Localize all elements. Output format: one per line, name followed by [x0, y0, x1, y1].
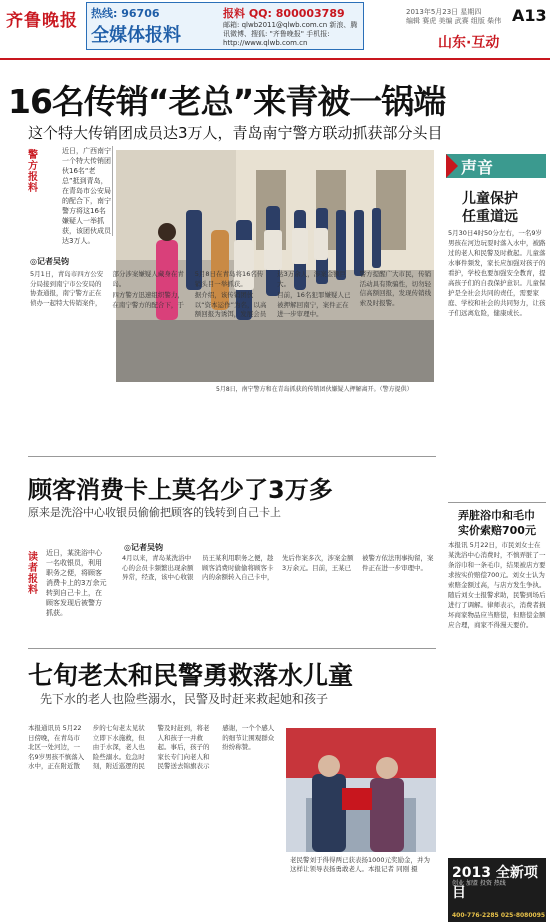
ad-phone: 400-776-2285 025-8080095 [452, 912, 546, 919]
story2-pull-quote: 近日，某洗浴中心一名收银员，利用职务之便，将顾客消费卡上的3万余元转到自己卡上，在顾客发现后被警方抓获。 [46, 549, 107, 617]
slogan: 全媒体报料 [91, 25, 181, 46]
editors: 编辑 赛虎 美编 武赛 组版 柴伟 [406, 17, 502, 25]
paper-name: 齐鲁晚报 [6, 11, 78, 31]
ad-banner [86, 2, 364, 50]
story1-body [30, 270, 434, 442]
section-title: 山东·互动 [438, 35, 500, 51]
sidebar2-headline: 弄脏浴巾和毛巾 实价索赔700元 [458, 509, 536, 537]
story2-tag: 读者报料 [28, 552, 38, 596]
story2-headline: 顾客消费卡上莫名少了3万多 [28, 476, 333, 504]
contact-info: 邮箱: qlwb2011@qlwb.com.cn 新浪、腾讯微博、搜狐: "齐鲁晚报" 手机报: http://www.qlwb.com.cn [223, 21, 358, 47]
story3-photo [286, 728, 436, 852]
story2-body: 4月以来，青岛某洗浴中心的会员卡频繁出现余额异常，经查，该中心收银员王某利用职务之便，趁顾客消费时偷偷将顾客卡内的余额转入自己卡中，先后作案多次，涉案金额3万余元。目前，王某已被警方依法刑事拘留，案件正在进一步审理中。 [122, 554, 434, 581]
divider [448, 502, 546, 503]
story3-headline: 七旬老太和民警勇救落水儿童 [28, 661, 354, 690]
qq-number: 报料 QQ: 800003789 [223, 7, 345, 20]
story1-paragraph: 据介绍，该传销团伙以“资本运作”为名，以高额回报为诱饵，发展会员达3万余人，涉案金额巨大。 [194, 270, 347, 318]
hotline: 热线: 96706 [91, 7, 160, 20]
story1-byline: ◎记者吴钧 [30, 257, 69, 266]
page-number: A13 [512, 6, 547, 25]
divider [28, 456, 436, 457]
story1-subhead: 这个特大传销团成员达3万人，青岛南宁警方联动抓获部分头目 [28, 124, 443, 142]
ad-headline: 2013 全新项目 [452, 865, 538, 901]
date: 2013年5月23日 星期四 [406, 8, 482, 16]
sidebar2-body: 本报讯 5月22日，市民刘女士在某洗浴中心消费时，不慎弄脏了一条浴巾和一条毛巾，结果被店方要求按实价赔偿700元。刘女士认为索赔金额过高，与店方发生争执。随后刘女士报警求助，民警到场后进行了调解。律师表示，消费者损坏商家物品应当赔偿，但赔偿金额应合理，商家不得漫天要价。 [448, 541, 546, 629]
story2-byline: ◎记者吴钧 [124, 543, 163, 552]
story3-body: 本报通讯员 5月22日傍晚，在青岛市北区一处河边，一名9岁男孩不慎落入水中，正在附近散步的七旬老太见状立即下水施救，但由于水深，老人也险些溺水。危急时刻，附近巡逻的民警及时赶到，将老人和孩子一并救起。事后，孩子的家长专门向老人和民警送去锦旗表示感谢，一个个感人的细节让围观群众纷纷称赞。 [28, 724, 275, 770]
story1-paragraph: 警方提醒广大市民，传销活动具有欺骗性，切勿轻信高额回报，发现传销线索及时报警。 [359, 270, 432, 307]
story1-headline: 16名传销“老总”来青被一锅端 [8, 82, 446, 121]
story1-tag: 警方报料 [28, 150, 38, 194]
story2-subhead: 原来是洗浴中心收银员偷偷把顾客的钱转到自己卡上 [28, 506, 281, 519]
story3-subhead: 先下水的老人也险些溺水，民警及时赶来救起她和孩子 [40, 692, 329, 706]
story1-paragraph: 目前，16名犯罪嫌疑人已被押解回南宁，案件正在进一步审理中。 [277, 291, 351, 318]
date-line [406, 8, 501, 26]
story3-caption: 老民警刘于得得两已获表扬1000元奖励金，并为这样让领导表扬勇敢老人。本报记者 同刚 摄 [290, 856, 431, 873]
story1-pull-quote: 近日，广西南宁一个特大传销团伙16名“老总”抵到青岛，在青岛市公安局的配合下，南宁警方将这16名嫌疑人一举抓获，该团伙成员达3万人。 [62, 147, 111, 245]
sidebar1-body: 5月30日4时50分左右，一名9岁男孩在河边玩耍时落入水中，被路过的老人和民警及时救起。儿童落水事件频发，家长应加强对孩子的看护，学校也要加强安全教育，提高孩子们的自我保护意识。儿童保护是全社会共同的责任，需要家庭、学校和社会的共同努力，让孩子们远离危险，健康成长。 [448, 229, 546, 317]
divider [28, 648, 436, 649]
sidebar1-headline: 儿童保护 任重道远 [462, 191, 518, 225]
voice-label: 声音 [461, 158, 494, 177]
story1-paragraph: 四方警方迅速组织警力，在南宁警方的配合下，于5月8日在青岛将16名传销头目一举抓获。 [112, 270, 264, 309]
story1-caption: 5月8日，南宁警方和在青岛抓获的传销团伙嫌疑人押解离开。（警方提供） [216, 386, 413, 393]
story1-paragraph: 5月1日，青岛市四方公安分局接到南宁市公安局的协查通报，南宁警方正在侦办一起特大传销案件，部分涉案嫌疑人藏身在青岛。 [30, 270, 184, 307]
ad-text: 创业 加盟 投资 热线 [452, 880, 506, 887]
